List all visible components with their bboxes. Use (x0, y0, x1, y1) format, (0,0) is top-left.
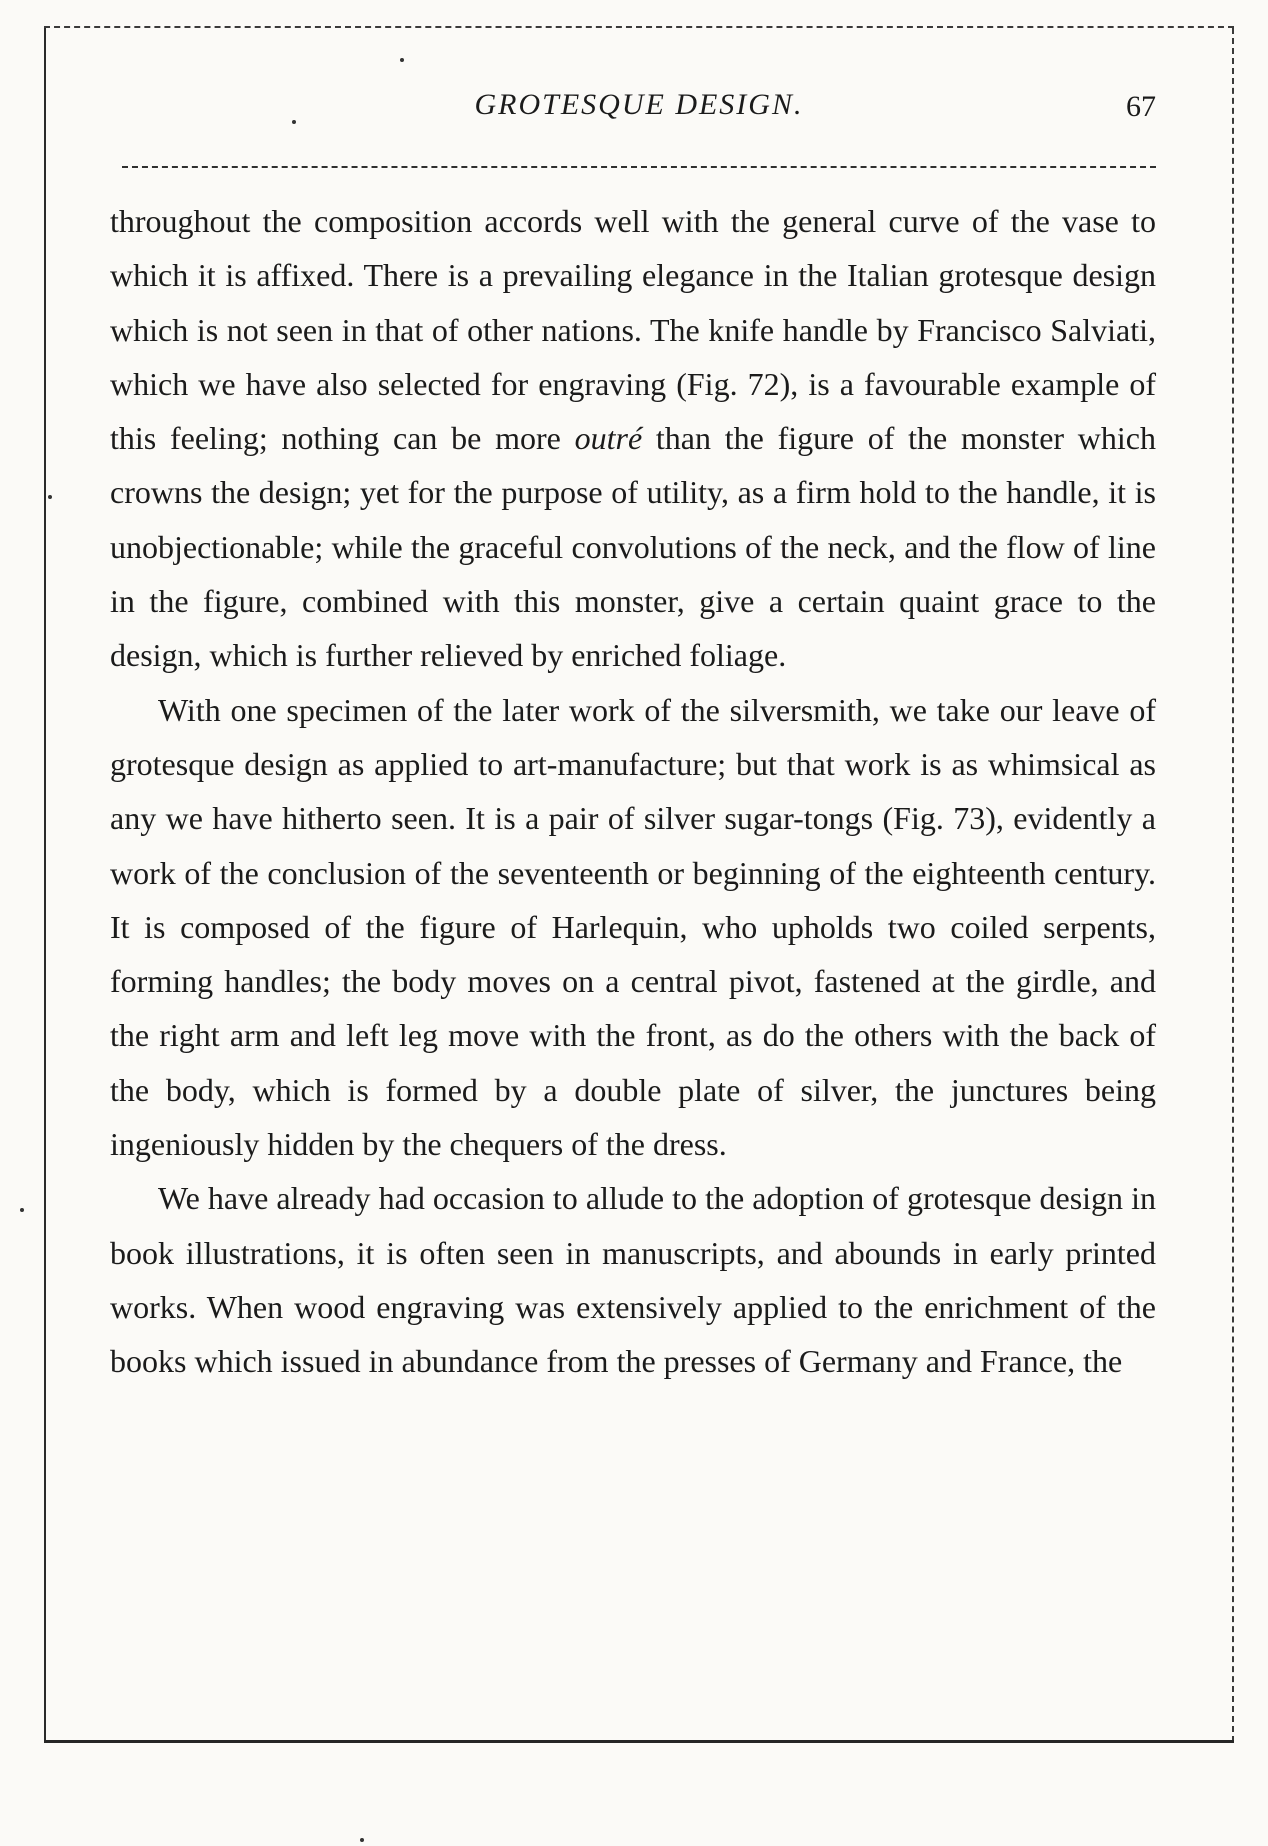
paragraph-1 (110, 194, 1156, 683)
paragraph-3: We have already had occasion to allude to the adoption of grotesque design in book illustrations, it is often seen in manuscripts, and abounds in early printed works. When wood engraving was extensively applied to the enrichment of the books which issued in abundance from the presses of Germany and France, the (110, 1180, 1156, 1380)
paragraph-1-part-b: than the figure of the monster which crowns the design; yet for the purpose of utility, as a firm hold to the handle, it is unobjectionable; while the graceful convolutions of the neck, and the flow of line in the figure, combined with this monster, give a certain quaint grace to the design, which is further relieved by enriched foliage. (110, 420, 1157, 674)
italic-word-outre: outré (574, 420, 643, 457)
paragraph-1-part-a: throughout the composition accords well with the general curve of the vase to which it is affixed. There is a prevailing elegance in the Italian grotesque design which is not seen in that of other nations. The knife handle by Francisco Salviati, which we have also selected for engraving (Fig. 72), is a favourable example of this feeling; nothing can be more (110, 203, 1156, 457)
scan-speck (360, 1838, 364, 1842)
scan-speck (20, 1208, 24, 1212)
running-header (44, 88, 1234, 128)
page-frame-right (1232, 28, 1234, 1742)
scan-speck (400, 58, 404, 62)
body-text (110, 194, 1156, 1389)
scan-speck (48, 495, 52, 499)
paragraph-2: With one specimen of the later work of the silversmith, we take our leave of grotesque design as applied to art-manufacture; but that work is as whimsical as any we have hitherto seen. It is a pair of silver sugar-tongs (Fig. 73), evidently a work of the conclusion of the seventeenth or beginning of the eighteenth century. It is composed of the figure of Harlequin, who upholds two coiled serpents, forming handles; the body moves on a central pivot, fastened at the girdle, and the right arm and left leg move with the front, as do the others with the back of the body, which is formed by a double plate of silver, the junctures being ingeniously hidden by the chequers of the dress. (110, 691, 1156, 1163)
page-number: 67 (1126, 90, 1156, 123)
running-title: GROTESQUE DESIGN. (474, 88, 804, 121)
header-rule (122, 166, 1156, 168)
page-frame-bottom (44, 1740, 1234, 1743)
page-frame-left (44, 28, 46, 1742)
scan-speck (292, 120, 296, 124)
page-frame-top (44, 26, 1234, 28)
